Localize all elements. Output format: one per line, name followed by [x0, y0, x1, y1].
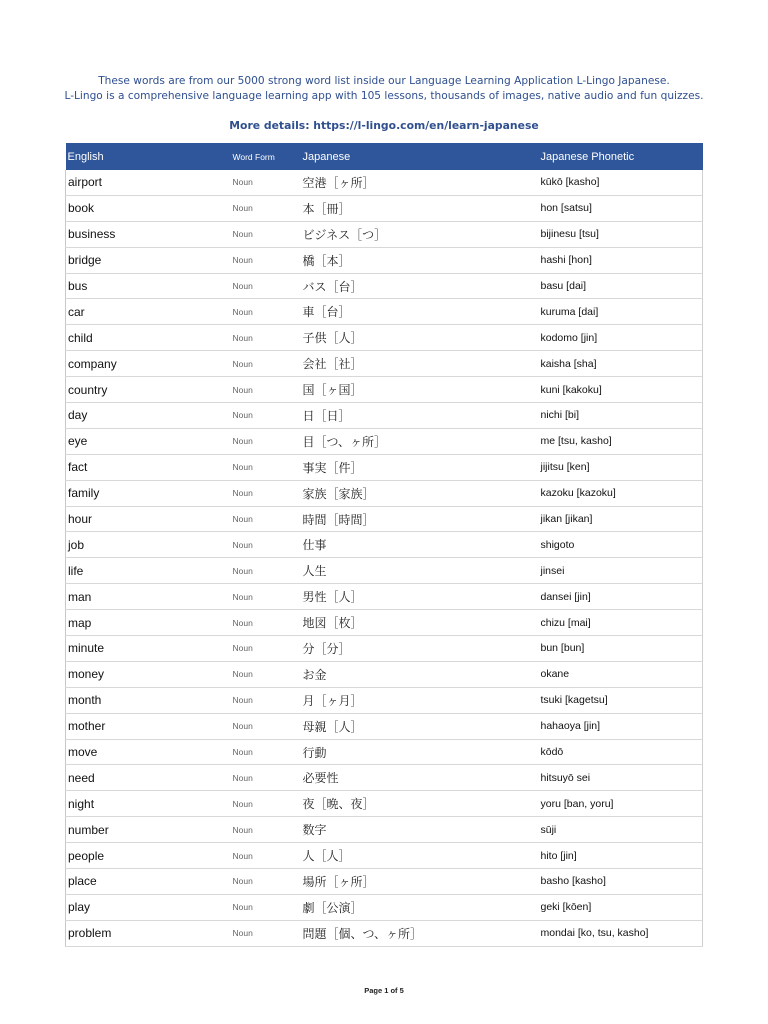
word-form-cell: Noun [231, 920, 301, 946]
japanese-cell: 劇［公演］ [301, 894, 539, 920]
phonetic-cell: bijinesu [tsu] [539, 221, 703, 247]
phonetic-cell: basho [kasho] [539, 869, 703, 895]
word-form-cell: Noun [231, 765, 301, 791]
table-row [66, 377, 703, 403]
table-row [66, 428, 703, 454]
japanese-cell: 母親［人］ [301, 713, 539, 739]
english-cell: child [66, 325, 231, 351]
header-japanese: Japanese [301, 143, 539, 170]
phonetic-cell: hahaoya [jin] [539, 713, 703, 739]
phonetic-cell: kōdō [539, 739, 703, 765]
english-cell: bridge [66, 247, 231, 273]
japanese-cell: 橋［本］ [301, 247, 539, 273]
table-header-row [66, 143, 703, 170]
table-row [66, 610, 703, 636]
phonetic-cell: hito [jin] [539, 843, 703, 869]
japanese-cell: 人［人］ [301, 843, 539, 869]
english-cell: job [66, 532, 231, 558]
intro-line-2: L-Lingo is a comprehensive language learning app with 105 lessons, thousands of images, native audio and fun quizzes. [64, 90, 704, 102]
table-row [66, 713, 703, 739]
word-form-cell: Noun [231, 584, 301, 610]
word-form-cell: Noun [231, 558, 301, 584]
english-cell: minute [66, 636, 231, 662]
english-cell: car [66, 299, 231, 325]
english-cell: life [66, 558, 231, 584]
word-form-cell: Noun [231, 661, 301, 687]
phonetic-cell: kuni [kakoku] [539, 377, 703, 403]
english-cell: map [66, 610, 231, 636]
phonetic-cell: hashi [hon] [539, 247, 703, 273]
english-cell: day [66, 403, 231, 429]
table-row [66, 920, 703, 946]
japanese-cell: 日［日］ [301, 403, 539, 429]
japanese-cell: ビジネス［つ］ [301, 221, 539, 247]
english-cell: fact [66, 454, 231, 480]
japanese-cell: 場所［ヶ所］ [301, 869, 539, 895]
japanese-cell: バス［台］ [301, 273, 539, 299]
japanese-cell: 数字 [301, 817, 539, 843]
phonetic-cell: shigoto [539, 532, 703, 558]
more-details [0, 118, 768, 133]
japanese-cell: 子供［人］ [301, 325, 539, 351]
table-row [66, 221, 703, 247]
word-form-cell: Noun [231, 377, 301, 403]
table-row [66, 170, 703, 195]
english-cell: book [66, 195, 231, 221]
phonetic-cell: mondai [ko, tsu, kasho] [539, 920, 703, 946]
japanese-cell: 本［冊］ [301, 195, 539, 221]
phonetic-cell: okane [539, 661, 703, 687]
word-form-cell: Noun [231, 247, 301, 273]
japanese-cell: 夜［晩、夜］ [301, 791, 539, 817]
english-cell: night [66, 791, 231, 817]
japanese-cell: 国［ヶ国］ [301, 377, 539, 403]
table-row [66, 843, 703, 869]
japanese-cell: 問題［個、つ、ヶ所］ [301, 920, 539, 946]
table-row [66, 584, 703, 610]
page-number: Page 1 of 5 [364, 986, 404, 995]
word-form-cell: Noun [231, 299, 301, 325]
word-form-cell: Noun [231, 894, 301, 920]
japanese-cell: 目［つ、ヶ所］ [301, 428, 539, 454]
table-row [66, 325, 703, 351]
word-form-cell: Noun [231, 351, 301, 377]
table-row [66, 506, 703, 532]
more-details-label: More details: [229, 119, 314, 132]
intro-line-1: These words are from our 5000 strong word list inside our Language Learning Application L-Lingo Japanese. [98, 75, 670, 87]
phonetic-cell: jinsei [539, 558, 703, 584]
intro-block [0, 74, 768, 133]
phonetic-cell: yoru [ban, yoru] [539, 791, 703, 817]
table-row [66, 247, 703, 273]
japanese-cell: 仕事 [301, 532, 539, 558]
table-row [66, 273, 703, 299]
more-details-link[interactable]: https://l-lingo.com/en/learn-japanese [313, 119, 539, 132]
word-form-cell: Noun [231, 195, 301, 221]
japanese-cell: 会社［社］ [301, 351, 539, 377]
phonetic-cell: tsuki [kagetsu] [539, 687, 703, 713]
japanese-cell: 男性［人］ [301, 584, 539, 610]
word-form-cell: Noun [231, 739, 301, 765]
table-row [66, 299, 703, 325]
japanese-cell: 事実［件］ [301, 454, 539, 480]
japanese-cell: 車［台］ [301, 299, 539, 325]
word-form-cell: Noun [231, 403, 301, 429]
phonetic-cell: kazoku [kazoku] [539, 480, 703, 506]
phonetic-cell: hon [satsu] [539, 195, 703, 221]
japanese-cell: 空港［ヶ所］ [301, 170, 539, 195]
table-row [66, 687, 703, 713]
table-row [66, 894, 703, 920]
phonetic-cell: hitsuyō sei [539, 765, 703, 791]
word-form-cell: Noun [231, 713, 301, 739]
phonetic-cell: jikan [jikan] [539, 506, 703, 532]
word-form-cell: Noun [231, 610, 301, 636]
japanese-cell: 家族［家族］ [301, 480, 539, 506]
english-cell: money [66, 661, 231, 687]
english-cell: hour [66, 506, 231, 532]
phonetic-cell: nichi [bi] [539, 403, 703, 429]
word-table [65, 143, 703, 947]
word-form-cell: Noun [231, 273, 301, 299]
word-form-cell: Noun [231, 636, 301, 662]
word-form-cell: Noun [231, 869, 301, 895]
english-cell: play [66, 894, 231, 920]
word-form-cell: Noun [231, 687, 301, 713]
table-row [66, 195, 703, 221]
english-cell: number [66, 817, 231, 843]
phonetic-cell: bun [bun] [539, 636, 703, 662]
english-cell: eye [66, 428, 231, 454]
table-row [66, 791, 703, 817]
word-form-cell: Noun [231, 791, 301, 817]
table-row [66, 869, 703, 895]
phonetic-cell: geki [kōen] [539, 894, 703, 920]
word-form-cell: Noun [231, 170, 301, 195]
table-row [66, 351, 703, 377]
english-cell: family [66, 480, 231, 506]
english-cell: business [66, 221, 231, 247]
table-row [66, 558, 703, 584]
english-cell: airport [66, 170, 231, 195]
word-form-cell: Noun [231, 221, 301, 247]
phonetic-cell: kodomo [jin] [539, 325, 703, 351]
word-form-cell: Noun [231, 480, 301, 506]
english-cell: man [66, 584, 231, 610]
table-row [66, 765, 703, 791]
japanese-cell: 地図［枚］ [301, 610, 539, 636]
table-row [66, 739, 703, 765]
header-japanese-phonetic: Japanese Phonetic [539, 143, 703, 170]
japanese-cell: 人生 [301, 558, 539, 584]
english-cell: need [66, 765, 231, 791]
table-row [66, 636, 703, 662]
english-cell: move [66, 739, 231, 765]
japanese-cell: 月［ヶ月］ [301, 687, 539, 713]
phonetic-cell: me [tsu, kasho] [539, 428, 703, 454]
word-form-cell: Noun [231, 325, 301, 351]
word-form-cell: Noun [231, 428, 301, 454]
english-cell: country [66, 377, 231, 403]
japanese-cell: お金 [301, 661, 539, 687]
phonetic-cell: jijitsu [ken] [539, 454, 703, 480]
english-cell: mother [66, 713, 231, 739]
english-cell: people [66, 843, 231, 869]
japanese-cell: 時間［時間］ [301, 506, 539, 532]
japanese-cell: 分［分］ [301, 636, 539, 662]
phonetic-cell: dansei [jin] [539, 584, 703, 610]
table-body [66, 170, 703, 946]
english-cell: bus [66, 273, 231, 299]
japanese-cell: 行動 [301, 739, 539, 765]
phonetic-cell: chizu [mai] [539, 610, 703, 636]
phonetic-cell: sūji [539, 817, 703, 843]
table-row [66, 480, 703, 506]
phonetic-cell: kaisha [sha] [539, 351, 703, 377]
phonetic-cell: basu [dai] [539, 273, 703, 299]
word-form-cell: Noun [231, 532, 301, 558]
table-row [66, 454, 703, 480]
english-cell: place [66, 869, 231, 895]
japanese-cell: 必要性 [301, 765, 539, 791]
header-word-form: Word Form [231, 143, 301, 170]
table-row [66, 817, 703, 843]
table-row [66, 532, 703, 558]
word-form-cell: Noun [231, 506, 301, 532]
phonetic-cell: kuruma [dai] [539, 299, 703, 325]
word-form-cell: Noun [231, 454, 301, 480]
table-row [66, 661, 703, 687]
word-form-cell: Noun [231, 843, 301, 869]
phonetic-cell: kūkō [kasho] [539, 170, 703, 195]
table-row [66, 403, 703, 429]
word-form-cell: Noun [231, 817, 301, 843]
english-cell: company [66, 351, 231, 377]
header-english: English [66, 143, 231, 170]
english-cell: problem [66, 920, 231, 946]
english-cell: month [66, 687, 231, 713]
